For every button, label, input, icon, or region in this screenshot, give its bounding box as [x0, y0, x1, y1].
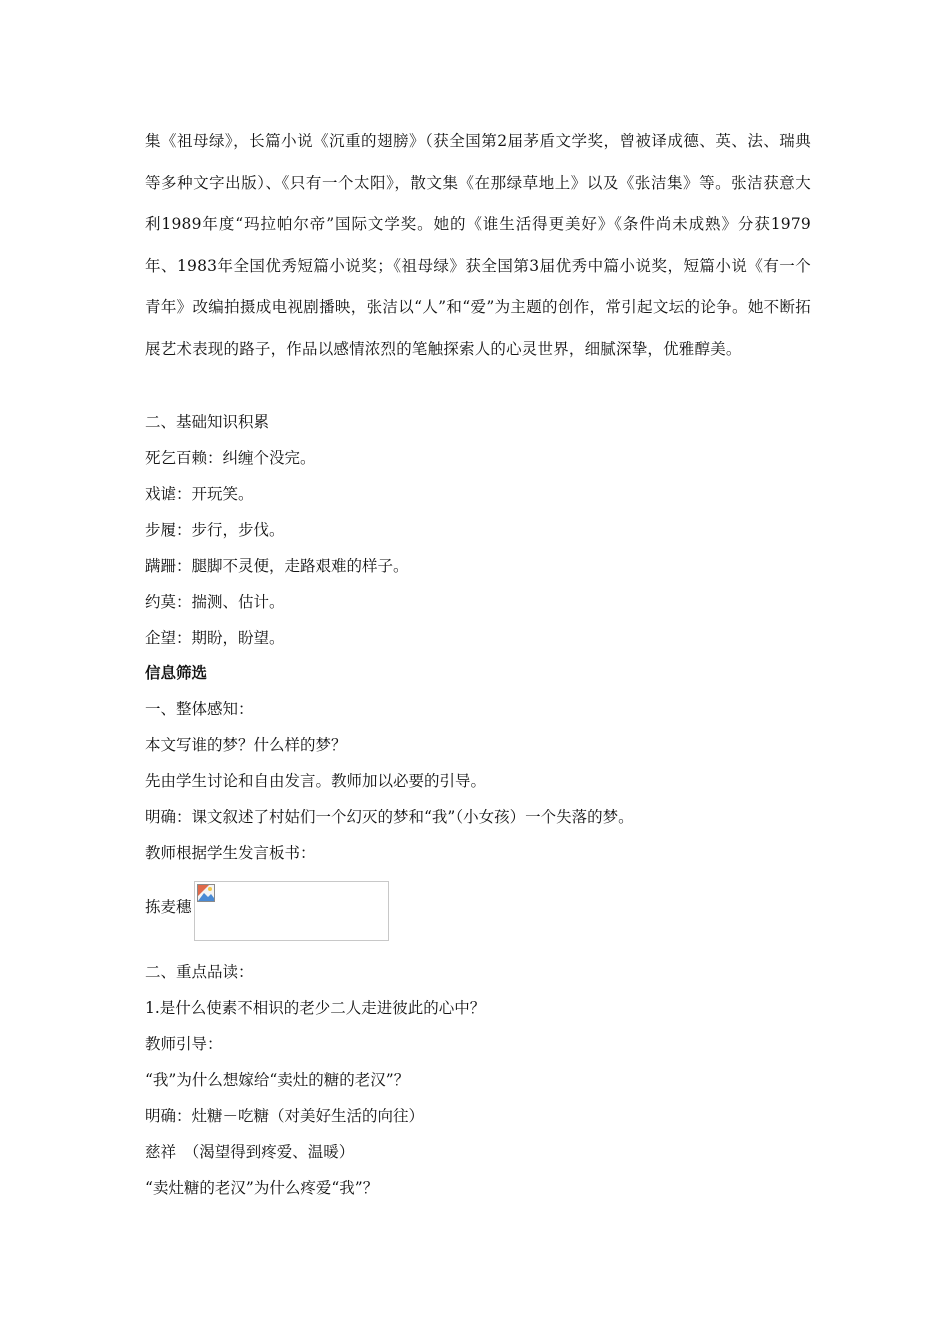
vocab-item: 企望：期盼，盼望。: [145, 629, 285, 647]
board-label: 拣麦穗: [145, 898, 192, 916]
overall-line: 明确：课文叙述了村姑们一个幻灭的梦和“我”（小女孩）一个失落的梦。: [145, 808, 634, 826]
broken-image-icon: [197, 884, 215, 902]
intro-paragraph: 集《祖母绿》，长篇小说《沉重的翅膀》（获全国第2届茅盾文学奖，曾被译成德、英、法、瑞典等多种文字出版）、《只有一个太阳》，散文集《在那绿草地上》以及《张洁集》等。张洁获意大利1989年度“玛拉帕尔帝”国际文学奖。她的《谁生活得更美好》《条件尚未成熟》分获1979年、1983年全国优秀短篇小说奖；《祖母绿》获全国第3届优秀中篇小说奖，短篇小说《有一个青年》改编拍摄成电视剧播映，张洁以“人”和“爱”为主题的创作，常引起文坛的论争。她不断拓展艺术表现的路子，作品以感情浓烈的笔触探索人的心灵世界，细腻深挚，优雅醇美。: [145, 132, 811, 358]
key-line: “卖灶糖的老汉”为什么疼爱“我”？: [145, 1179, 379, 1197]
section-heading-overall: 一、整体感知：: [145, 700, 254, 718]
key-line: 1.是什么使素不相识的老少二人走进彼此的心中？: [145, 999, 486, 1017]
section-heading-basic: 二、基础知识积累: [145, 413, 270, 431]
overall-line: 教师根据学生发言板书：: [145, 844, 316, 862]
vocab-item: 蹒跚：腿脚不灵便，走路艰难的样子。: [145, 557, 409, 575]
key-line: 慈祥 （渴望得到疼爱、温暖）: [145, 1143, 355, 1161]
overall-line: 先由学生讨论和自由发言。教师加以必要的引导。: [145, 772, 487, 790]
vocab-item: 约莫：揣测、估计。: [145, 593, 285, 611]
key-line: 明确：灶糖－吃糖（对美好生活的向往）: [145, 1107, 425, 1125]
key-line: “我”为什么想嫁给“卖灶的糖的老汉”？: [145, 1071, 410, 1089]
overall-line: 本文写谁的梦？什么样的梦？: [145, 736, 347, 754]
vocab-item: 死乞百赖：纠缠个没完。: [145, 449, 316, 467]
vocab-item: 戏谑：开玩笑。: [145, 485, 254, 503]
vocab-item: 步履：步行，步伐。: [145, 521, 285, 539]
section-heading-key: 二、重点品读：: [145, 963, 254, 981]
key-line: 教师引导：: [145, 1035, 223, 1053]
board-image-placeholder: [194, 881, 389, 941]
heading-info-filter: 信息筛选: [145, 664, 208, 682]
